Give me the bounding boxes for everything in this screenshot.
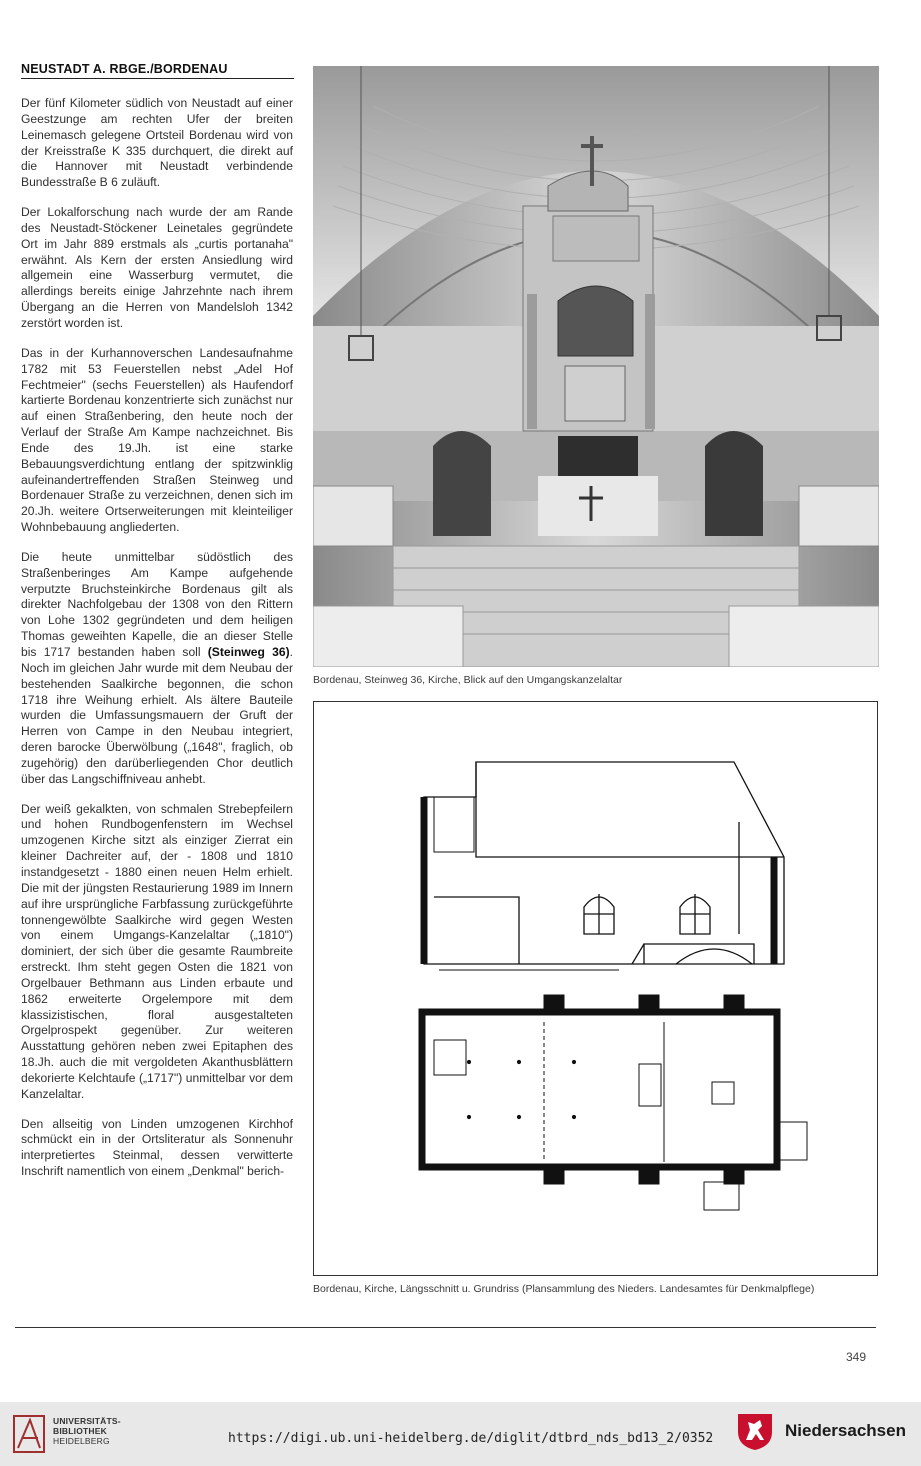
lower-saxony-horse-icon bbox=[734, 1410, 776, 1457]
university-library-icon bbox=[10, 1412, 48, 1461]
library-line-3: HEIDELBERG bbox=[53, 1436, 110, 1446]
paragraph-history: Der Lokalforschung nach wurde der am Rande des Neustadt-Stöckener Leinetales gegründete Ort im Jahr 889 erstmals als „curtis portanaha" erwähnt. Als Kern der ersten Ansiedlung wird allgemein eine Wasserburg vermutet, die allerdings bereits einige Jahrzehnte nach ihrem Übergang an die Herren von Mandelsloh 1342 zerstört worden ist. bbox=[21, 205, 293, 330]
church-interior-photo bbox=[313, 66, 879, 667]
paragraph-church-text-a: Die heute unmittelbar südöstlich des Straßenberinges Am Kampe aufgehende verputzte Bruchsteinkirche Bordenaus gilt als direkter Nachfolgebau der 1308 von den Rittern von Lohe 1302 gegründeten und dem heiligen Thomas geweihten Kapelle, die an dieser Stelle bis 1717 bestanden haben soll bbox=[21, 549, 293, 659]
library-name bbox=[53, 1416, 121, 1446]
page-number: 349 bbox=[846, 1350, 867, 1364]
paragraph-church bbox=[21, 550, 293, 788]
paragraph-interior: Der weiß gekalkten, von schmalen Strebepfeilern und hohen Rundbogenfenstern im Wechsel umzogenen Kirche sitzt als einziger Zierrat ein kleiner Dachreiter auf, der - 1808 und 1810 instandgesetzt - 1880 einen neuen Helm erhielt. Die mit der jüngsten Restaurierung 1989 im Innern auf ihre ursprüngliche Farbfassung zurückgeführte tonnengewölbte Saalkirche wird gegen Westen von einem Umgangs-Kanzelaltar („1810") dominiert, der sich über die gesamte Raumbreite erstreckt. Ihm steht gegen Osten die 1821 von Orgelbauer Bethmann aus Linden erbaute und 1862 erweiterte Orgelempore mit dem klassizistischen, floral ausgestalteten Orgelprospekt gegenüber. Zur weiteren Ausstattung gehören neben zwei Epitaphen des 18.Jh. auch die mit vergoldeten Akanthusblättern dekorierte Kelchtaufe („1717") unmittelbar vor dem Kanzelaltar. bbox=[21, 801, 293, 1101]
paragraph-church-text-b: . Noch im gleichen Jahr wurde mit dem Neubau der bestehenden Saalkirche begonnen, die schon 1718 ihre Weihung erhielt. Als ältere Bauteile wurden die Umfassungsmauern der Gruft der Herren von Campe in den Neubau integriert, deren barocke Überwölbung („1648", fraglich, ob zugehörig) den darüberliegenden Chor deutlich über das Langschiffniveau anhebt. bbox=[21, 645, 293, 786]
longitudinal-section bbox=[424, 762, 784, 970]
state-name: Niedersachsen bbox=[785, 1421, 906, 1440]
address-reference: (Steinweg 36) bbox=[207, 645, 290, 659]
paragraph-survey: Das in der Kurhannoverschen Landesaufnahme 1782 mit 53 Feuerstellen nebst „Adel Hof Fechtmeier" (sechs Feuerstellen) als Haufendorf kartierte Bordenau konzentrierte sich zunächst nur auf einen Straßenbering, den heute noch der Verlauf der Straße Am Kampe nachzeichnet. Bis Ende des 19.Jh. ist eine starke Bebauungsverdichtung entlang der spitzwinklig aufeinandertreffenden Straßen Steinweg und Bordenauer Straße zu verzeichnen, denen sich im 20.Jh. weitere Ortserweiterungen mit kleinteiliger Wohnbebauung angliederten. bbox=[21, 345, 293, 535]
photo-caption: Bordenau, Steinweg 36, Kirche, Blick auf den Umgangskanzelaltar bbox=[313, 674, 623, 686]
body-text-column bbox=[21, 96, 293, 1194]
section-heading: NEUSTADT A. RBGE./BORDENAU bbox=[21, 62, 294, 79]
source-url-link[interactable]: https://digi.ub.uni-heidelberg.de/diglit/dtbrd_nds_bd13_2/0352 bbox=[228, 1431, 714, 1446]
plan-caption: Bordenau, Kirche, Längsschnitt u. Grundriss (Plansammlung des Nieders. Landesamtes für Denkmalpflege) bbox=[313, 1283, 815, 1295]
footer-rule bbox=[15, 1327, 876, 1328]
paragraph-churchyard: Den allseitig von Linden umzogenen Kirchhof schmückt ein in der Ortsliteratur als Sonnenuhr interpretiertes Steinmal, dessen verwitterte Inschrift namentlich von einem „Denkmal" berich- bbox=[21, 1116, 293, 1179]
library-line-2: BIBLIOTHEK bbox=[53, 1426, 107, 1436]
architectural-plan bbox=[313, 701, 878, 1276]
library-line-1: UNIVERSITÄTS- bbox=[53, 1416, 121, 1426]
floor-plan bbox=[422, 995, 807, 1210]
paragraph-intro: Der fünf Kilometer südlich von Neustadt auf einer Geestzunge am rechten Ufer der breiten Leinemasch gelegene Ortsteil Bordenau wird von der Kreisstraße K 335 durchquert, die direkt auf die Hannover mit Neustadt verbindende Bundesstraße B 6 zuläuft. bbox=[21, 96, 293, 190]
